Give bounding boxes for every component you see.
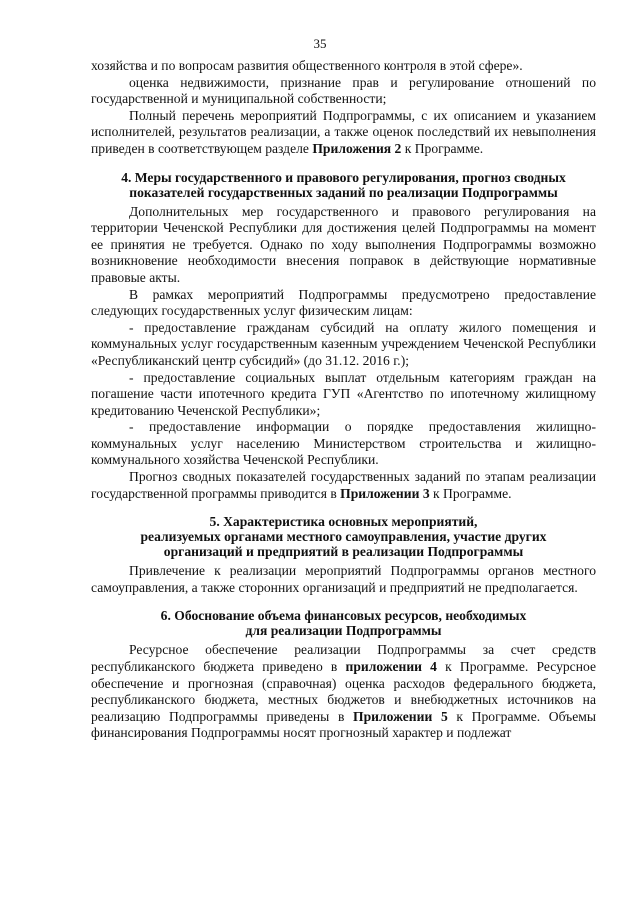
appendix-4-reference: приложении 4 xyxy=(345,659,437,675)
page-number: 35 xyxy=(313,36,327,51)
section-5-heading-line-3: организаций и предприятий в реализации Подпрограммы xyxy=(163,544,524,560)
section-4-list-item-3: - предоставление информации о порядке предоставления жилищно-коммунальных услуг населению Министерством строительства и жилищно-коммунального хозяйства Чеченской Республики. xyxy=(91,419,596,468)
section-5-paragraph-1: Привлечение к реализации мероприятий Подпрограммы органов местного самоуправления, а также сторонних организаций и предприятий не предполагается. xyxy=(91,563,596,595)
section-4-heading xyxy=(91,170,596,200)
section-4-paragraph-3 xyxy=(91,469,596,502)
intro-p3-tail: к Программе. xyxy=(401,140,484,156)
section-6-p1-tail: к Программе. Объемы финансирования Подпрограммы носят прогнозный характер и подлежат xyxy=(91,708,596,741)
section-4-p3-tail: к Программе. xyxy=(429,485,512,501)
section-5-heading-line-2: реализуемых органами местного самоуправления, участие других xyxy=(140,529,547,545)
section-6-p1-middle: к Программе. Ресурсное обеспечение и прогнозная (справочная) оценка расходов федерального бюджета, республиканского бюджета, местных бюджетов и внебюджетных источников на реализацию Подпрограммы приведены в xyxy=(91,659,596,724)
section-5-heading xyxy=(91,514,596,559)
section-4-list-item-1: - предоставление гражданам субсидий на оплату жилого помещения и коммунальных услуг государственным казенным учреждением Чеченской Республики «Республиканский центр субсидий» (до 31.12. 2016 г.); xyxy=(91,319,596,368)
section-4-p3-text: Прогноз сводных показателей государственных заданий по этапам реализации государственной программы приводится в xyxy=(91,469,596,501)
page-content xyxy=(91,58,596,742)
intro-paragraph-3 xyxy=(91,108,596,158)
section-4-heading-line-2: показателей государственных заданий по реализации Подпрограммы xyxy=(129,184,558,200)
section-6-heading-line-1: 6. Обоснование объема финансовых ресурсов, необходимых xyxy=(160,608,527,624)
intro-paragraph-2: оценка недвижимости, признание прав и регулирование отношений по государственной и муниципальной собственности; xyxy=(91,74,596,107)
section-6-paragraph-1 xyxy=(91,642,596,742)
appendix-5-reference: Приложении 5 xyxy=(353,708,448,724)
section-6-heading-line-2: для реализации Подпрограммы xyxy=(245,623,442,639)
section-4-paragraph-1: Дополнительных мер государственного и правового регулирования на территории Чеченской Республики для достижения целей Подпрограммы на момент ее принятия не требуется. Однако по ходу выполнения Подпрограммы возможно возникновение необходимости внесения поправок в действующие нормативные правовые акты. xyxy=(91,203,596,285)
section-6-p1-text: Ресурсное обеспечение реализации Подпрограммы за счет средств республиканского бюджета приведено в xyxy=(91,642,596,675)
intro-paragraph-1: хозяйства и по вопросам развития общественного контроля в этой сфере». xyxy=(91,58,523,73)
intro-p3-text: Полный перечень мероприятий Подпрограммы, с их описанием и указанием исполнителей, результатов реализации, а также оценок последствий их невыполнения приведен в соответствующем разделе xyxy=(91,107,596,156)
section-4-paragraph-2: В рамках мероприятий Подпрограммы предусмотрено предоставление следующих государственных услуг физическим лицам: xyxy=(91,286,596,319)
section-4-list-item-2: - предоставление социальных выплат отдельным категориям граждан на погашение части ипотечного кредита ГУП «Агентство по ипотечному жилищному кредитованию Чеченской Республики»; xyxy=(91,369,596,418)
appendix-3-reference: Приложении 3 xyxy=(340,485,430,501)
section-4-heading-line-1: 4. Меры государственного и правового регулирования, прогноз сводных xyxy=(121,169,566,185)
section-6-heading xyxy=(91,608,596,638)
section-5-heading-line-1: 5. Характеристика основных мероприятий, xyxy=(209,514,478,530)
appendix-2-reference: Приложения 2 xyxy=(312,140,402,156)
